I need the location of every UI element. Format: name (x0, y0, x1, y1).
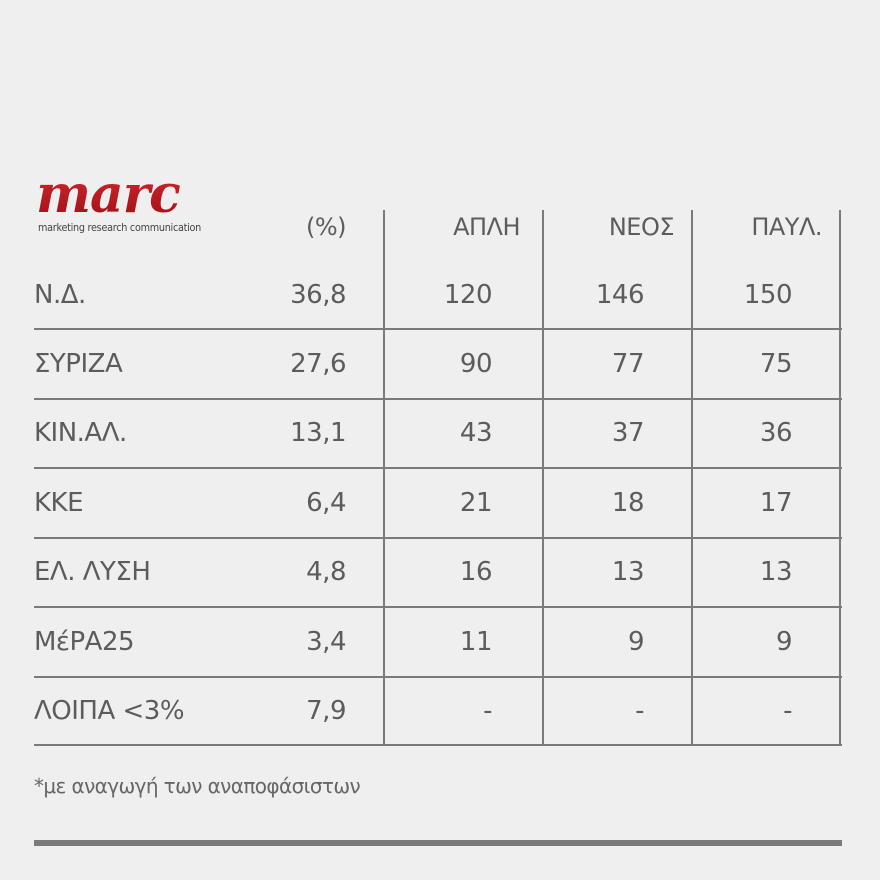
neos-value: 37 (611, 418, 644, 448)
pavl-value: 9 (775, 627, 792, 657)
row-divider (34, 537, 842, 539)
party-name: ΚΙΝ.ΑΛ. (34, 418, 127, 448)
marc-logo (36, 164, 236, 242)
pct-value: 36,8 (290, 280, 346, 310)
apli-value: 120 (443, 280, 492, 310)
header-pct: (%) (305, 213, 346, 241)
pavl-value: - (783, 696, 792, 726)
apli-value: - (483, 696, 492, 726)
pct-value: 7,9 (306, 696, 346, 726)
header-pavl: ΠΑΥΛ. (751, 213, 822, 241)
row-divider (34, 676, 842, 678)
pct-value: 13,1 (290, 418, 346, 448)
pct-value: 3,4 (306, 627, 346, 657)
apli-value: 11 (459, 627, 492, 657)
neos-value: 13 (611, 557, 644, 587)
neos-value: 146 (595, 280, 644, 310)
party-name: ΣΥΡΙΖΑ (34, 349, 123, 379)
column-divider (839, 210, 841, 746)
pct-value: 6,4 (306, 488, 346, 518)
neos-value: 9 (627, 627, 644, 657)
column-divider (691, 210, 693, 746)
logo-tagline: marketing research communication (38, 222, 202, 234)
neos-value: 18 (611, 488, 644, 518)
apli-value: 21 (459, 488, 492, 518)
party-name: ΜέΡΑ25 (34, 627, 135, 657)
row-divider (34, 606, 842, 608)
row-divider (34, 744, 842, 746)
bottom-divider-bar (34, 840, 842, 846)
pavl-value: 75 (759, 349, 792, 379)
pavl-value: 36 (759, 418, 792, 448)
party-name: ΕΛ. ΛΥΣΗ (34, 557, 151, 587)
party-name: Ν.Δ. (34, 280, 86, 310)
neos-value: - (635, 696, 644, 726)
party-name: ΚΚΕ (34, 488, 84, 518)
pavl-value: 17 (759, 488, 792, 518)
row-divider (34, 328, 842, 330)
apli-value: 16 (459, 557, 492, 587)
pavl-value: 13 (759, 557, 792, 587)
pct-value: 4,8 (306, 557, 346, 587)
neos-value: 77 (611, 349, 644, 379)
column-divider (383, 210, 385, 746)
row-divider (34, 467, 842, 469)
column-divider (542, 210, 544, 746)
header-apli: ΑΠΛΗ (453, 213, 520, 241)
apli-value: 43 (459, 418, 492, 448)
footnote: *με αναγωγή των αναποφάσιστων (34, 774, 361, 798)
header-neos: ΝΕΟΣ (608, 213, 674, 241)
party-name: ΛΟΙΠΑ <3% (34, 696, 185, 726)
logo-wordmark: marc (36, 164, 180, 225)
pct-value: 27,6 (290, 349, 346, 379)
pavl-value: 150 (743, 280, 792, 310)
row-divider (34, 398, 842, 400)
apli-value: 90 (459, 349, 492, 379)
